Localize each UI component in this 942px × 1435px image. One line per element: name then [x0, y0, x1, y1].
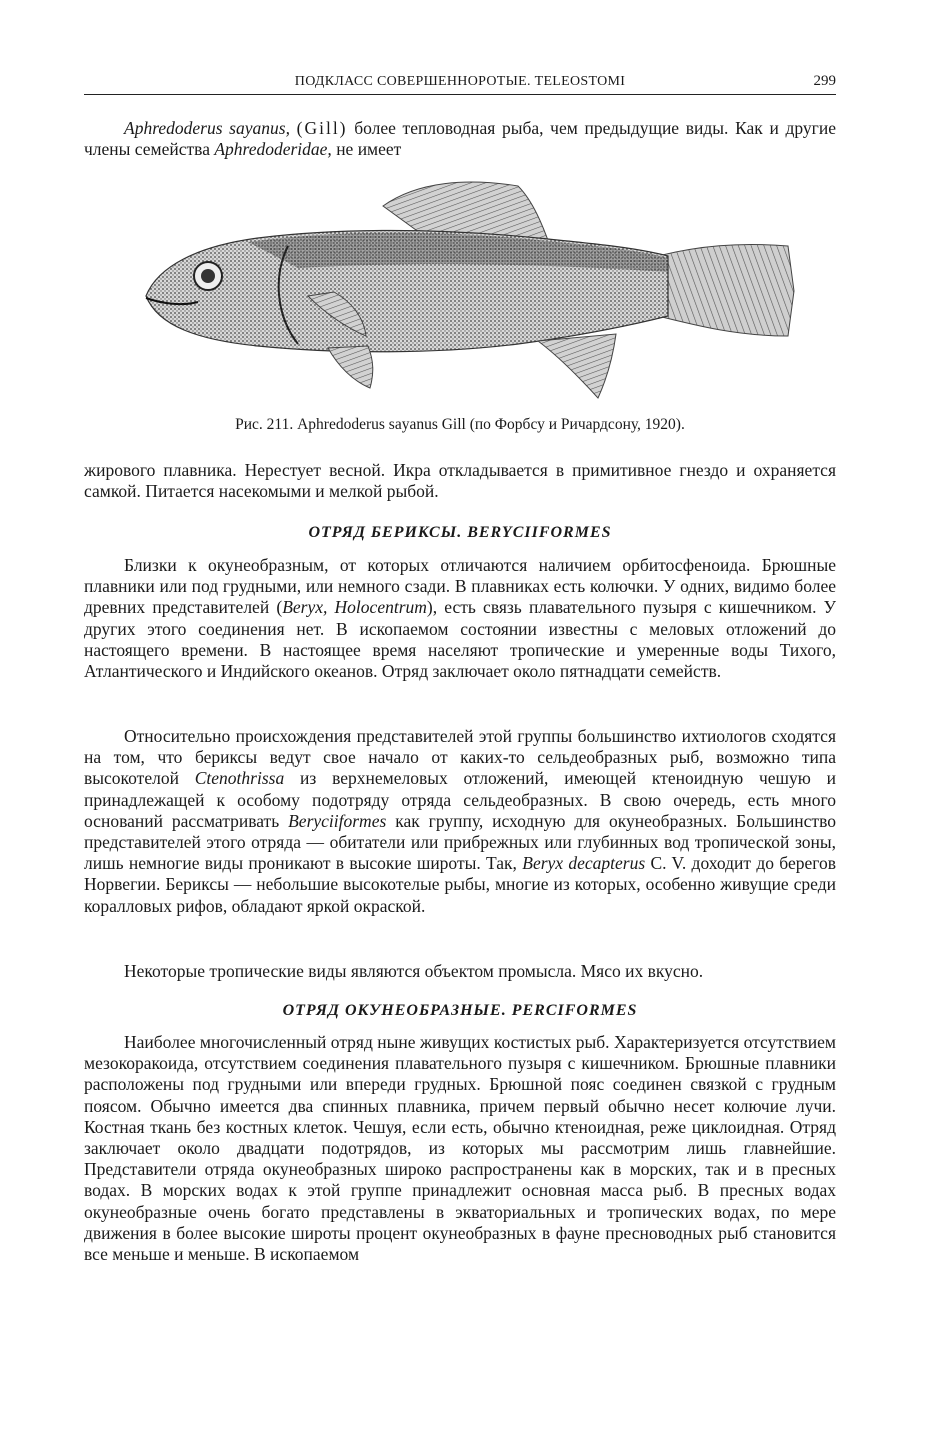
beryciiformes-p1-genera: Beryx, Holocentrum: [282, 597, 427, 618]
fish-drawing: [138, 176, 810, 404]
beryciiformes-p2-text-a: Относительно происхождения представителей этой группы большинство ихтиологов сходятся на том, что бериксы ведут свое начало от каких-то сельдеобразных рыб, возможно типа высокотелой: [84, 726, 836, 789]
beryciiformes-p2-text-c: как группу, исходную для окунеобразных. Большинство представителей этого отряда — обитатели или прибрежных или глубинных вод тропической зоны, лишь немногие виды проникают в высокие широты. Так,: [84, 810, 836, 874]
beryciiformes-p1-text-a: Близки к окунеобразным, от которых отличаются наличием орбитосфеноида. Брюшные плавники или под грудными, или немного сзади. В плавниках есть колючки. У одних, видимо более древних представителей (: [84, 555, 836, 618]
intro-species: Aphredoderus sayanus,: [124, 118, 290, 138]
beryciiformes-paragraph-3: Некоторые тропические виды являются объектом промысла. Мясо их вкусно.: [124, 961, 704, 981]
beryciiformes-p1-text-b: ), есть связь плавательного пузыря с кишечником. У других этого соединения нет. В ископаемом состоянии известны с меловых отложений до настоящего времени. В настоящее время населяют тропические и умеренные воды Тихого, Атлантического и Индийского океанов. Отряд заключает около пятнадцати семейств.: [84, 597, 837, 682]
intro-family: Aphredoderidae,: [214, 139, 332, 160]
figure-caption: Рис. 211. Aphredoderus sayanus Gill (по Форбсу и Ричардсону, 1920).: [235, 416, 685, 433]
intro-paragraph: [84, 118, 836, 160]
running-header: [84, 72, 836, 95]
section-heading-perciformes: ОТРЯД ОКУНЕОБРАЗНЫЕ. PERCIFORMES: [282, 1002, 638, 1019]
beryciiformes-p2-ctenothrissa: Ctenothrissa: [194, 768, 285, 789]
perciformes-paragraph-1: Наиболее многочисленный отряд ныне живущих костистых рыб. Характеризуется отсутствием мезокоракоида, отсутствием соединения плавательного пузыря с кишечником. Брюшные плавники расположены под грудными или впереди грудных. Брюшной пояс соединен связкой с грудным поясом. Обычно имеется два спинных плавника, причем первый обычно несет колючие лучи. Костная ткань без костных клеток. Чешуя, если есть, обычно ктеноидная, реже циклоидная. Отряд заключает около двадцати подотрядов, из которых мы рассмотрим лишь главнейшие. Представители отряда окунеобразных широко распространены как в морских, так и в пресных водах. В морских водах к этой группе принадлежит основная масса рыб. В пресных водах окунеобразные очень богато представлены в экваториальных и тропических водах, по мере движения в более высокие широты процент окунеобразных в фауне пресноводных рыб становится все меньше и меньше. В ископаемом: [84, 1032, 836, 1265]
beryciiformes-p2-beryx-decapterus: Beryx decapterus: [522, 853, 646, 874]
header-title: ПОДКЛАСС СОВЕРШЕННОРОТЫЕ. TELEOSTOMI: [294, 74, 626, 89]
section-heading-beryciiformes: ОТРЯД БЕРИКСЫ. BERYCIIFORMES: [308, 524, 612, 541]
beryciiformes-paragraph-2: [84, 726, 836, 917]
intro-author: (Gill): [296, 118, 348, 138]
intro-text-2: не имеет: [331, 139, 402, 160]
beryciiformes-paragraph-1: [84, 555, 836, 682]
beryciiformes-p2-beryciiformes: Beryciiformes: [288, 810, 387, 831]
beryciiformes-p2-text-b: из верхнемеловых отложений, имеющей ктеноидную чешую и принадлежащей к особому подотряду отряда сельдеобразных. В свою очередь, есть много оснований рассматривать: [84, 768, 836, 831]
intro-text-1: более тепловодная рыба, чем предыдущие виды. Как и другие члены семейства: [84, 118, 836, 160]
beryciiformes-p2-text-d: C. V. доходит до берегов Норвегии. Бериксы — небольшие высокотелые рыбы, многие из которых, особенно живущие среди коралловых рифов, обладают яркой окраской.: [84, 853, 837, 916]
fish-illustration: [138, 176, 810, 404]
after-figure-paragraph: жирового плавника. Нерестует весной. Икра откладывается в примитивное гнездо и охраняется самкой. Питается насекомыми и мелкой рыбой.: [84, 460, 836, 502]
page-number: 299: [813, 73, 836, 89]
